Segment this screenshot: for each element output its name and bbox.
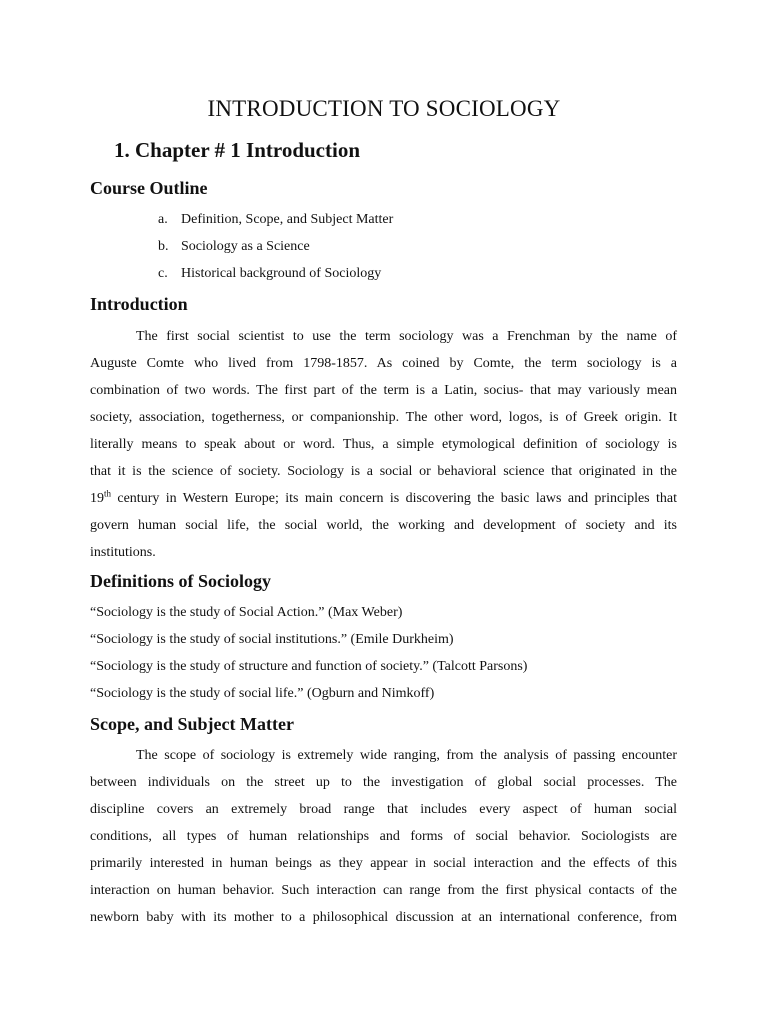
paragraph-line: institutions. <box>90 545 156 560</box>
paragraph-line: between individuals on the street up to the investigation of global social processes. The <box>90 775 677 790</box>
outline-item <box>158 262 393 289</box>
century-number: 19 <box>90 491 104 506</box>
outline-item-text: Historical background of Sociology <box>181 266 382 281</box>
outline-item <box>158 235 393 262</box>
paragraph-line: Auguste Comte who lived from 1798-1857. As coined by Comte, the term sociology is a <box>90 356 677 371</box>
paragraph-line: newborn baby with its mother to a philosophical discussion at an international conference, from <box>90 910 677 925</box>
paragraph-line: that it is the science of society. Sociology is a social or behavioral science that originated in the <box>90 464 677 479</box>
paragraph-line: interaction on human behavior. Such interaction can range from the first physical contacts of the <box>90 883 677 898</box>
paragraph-line: conditions, all types of human relationships and forms of social behavior. Sociologists are <box>90 829 677 844</box>
definition-item: “Sociology is the study of social life.” (Ogburn and Nimkoff) <box>90 686 435 701</box>
definition-item: “Sociology is the study of structure and function of society.” (Talcott Parsons) <box>90 659 528 674</box>
course-outline-heading: Course Outline <box>90 178 208 198</box>
outline-item-text: Sociology as a Science <box>181 239 310 254</box>
introduction-paragraph <box>90 323 677 566</box>
paragraph-line: combination of two words. The first part of the term is a Latin, socius- that may variously mean <box>90 383 677 398</box>
scope-paragraph <box>90 742 677 931</box>
outline-item-marker: c. <box>158 266 168 281</box>
introduction-heading: Introduction <box>90 294 188 314</box>
course-outline-list <box>158 208 393 289</box>
paragraph-line: primarily interested in human beings as they appear in social interaction and the effects of this <box>90 856 677 871</box>
paragraph-line: govern human social life, the social world, the working and development of society and its <box>90 518 677 533</box>
definition-item: “Sociology is the study of Social Action.” (Max Weber) <box>90 605 403 620</box>
century-line-text: century in Western Europe; its main concern is discovering the basic laws and principles that <box>117 491 677 506</box>
outline-item-text: Definition, Scope, and Subject Matter <box>181 212 394 227</box>
century-suffix: th <box>104 488 112 499</box>
paragraph-line: society, association, togetherness, or companionship. The other word, logos, is of Greek origin. It <box>90 410 677 425</box>
outline-item-marker: b. <box>158 239 169 254</box>
document-title: INTRODUCTION TO SOCIOLOGY <box>207 96 561 121</box>
definition-item: “Sociology is the study of social institutions.” (Emile Durkheim) <box>90 632 454 647</box>
paragraph-line: The scope of sociology is extremely wide ranging, from the analysis of passing encounter <box>136 748 677 763</box>
chapter-heading: 1. Chapter # 1 Introduction <box>114 138 361 162</box>
paragraph-line: discipline covers an extremely broad range that includes every aspect of human social <box>90 802 677 817</box>
paragraph-line <box>90 485 677 512</box>
scope-heading: Scope, and Subject Matter <box>90 714 294 734</box>
outline-item <box>158 208 393 235</box>
paragraph-line: The first social scientist to use the term sociology was a Frenchman by the name of <box>136 329 677 344</box>
definitions-heading: Definitions of Sociology <box>90 571 272 591</box>
paragraph-line: literally means to speak about or word. Thus, a simple etymological definition of sociology is <box>90 437 677 452</box>
definitions-list <box>90 599 527 707</box>
outline-item-marker: a. <box>158 212 168 227</box>
